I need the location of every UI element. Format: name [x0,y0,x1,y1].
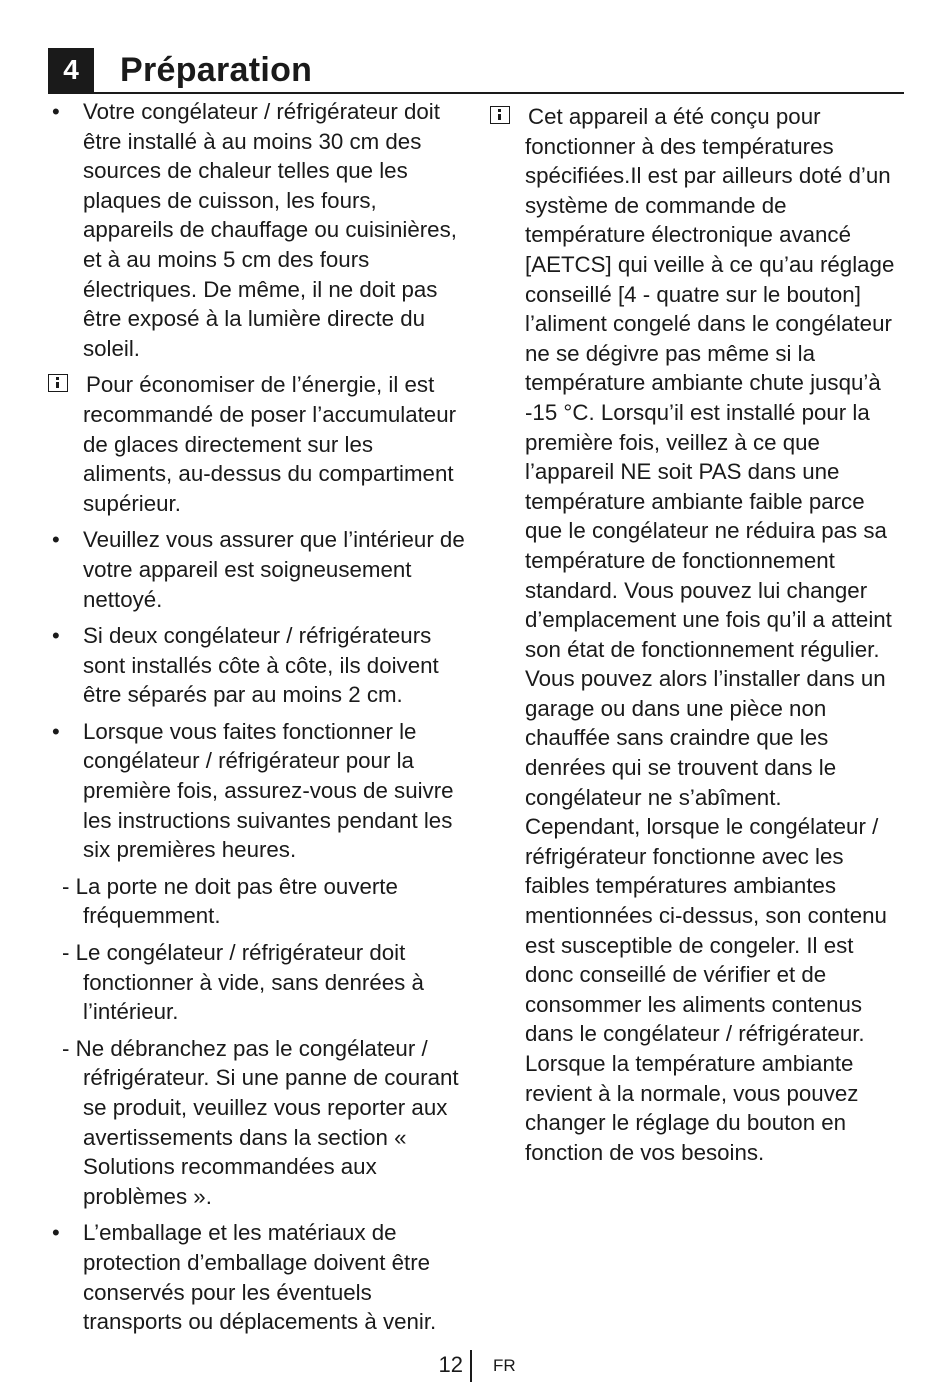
list-item [48,621,468,710]
chapter-header [48,48,904,94]
info-note [490,102,902,1167]
page-footer [0,1350,950,1386]
info-icon [490,106,510,124]
info-note [48,370,468,518]
page-number: 12 [438,1352,463,1377]
item-text: L’emballage et les matériaux de protection d’emballage doivent être conservés pour les éventuels transports ou déplacements à venir. [83,1220,437,1335]
info-icon [48,374,68,392]
item-text: Votre congélateur / réfrigérateur doit être installé à au moins 30 cm des sources de chaleur telles que les plaques de cuisson, les fours, appareils de chauffage ou cuisinières, et à au moins 5 cm des fours électriques. De même, il ne doit pas être exposé à la lumière directe du soleil. [83,99,457,361]
chapter-number: 4 [48,48,94,92]
bullet-icon: • [52,99,60,124]
bullet-icon: • [52,1220,60,1246]
language-code: FR [493,1356,516,1375]
item-text: Si deux congélateur / réfrigérateurs sont installés côte à côte, ils doivent être séparés par au moins 2 cm. [83,623,439,708]
dash-item: - La porte ne doit pas être ouverte fréquemment. [62,873,398,929]
dash-item: - Ne débranchez pas le congélateur / réfrigérateur. Si une panne de courant se produit, veuillez vous reporter aux avertissements dans la section « Solutions recommandées aux problèmes ». [62,1035,459,1209]
dash-item: - Le congélateur / réfrigérateur doit fonctionner à vide, sans denrées à l’intérieur. [62,940,424,1025]
left-column [48,97,468,1344]
item-text: Veuillez vous assurer que l’intérieur de votre appareil est soigneusement nettoyé. [83,527,465,612]
list-item [48,1218,468,1336]
list-item [48,717,468,865]
list-item [48,97,468,363]
bullet-icon: • [52,718,60,744]
list-item [48,525,468,614]
note-text: Cet appareil a été conçu pour fonctionner à des températures spécifiées.Il est par ailleurs doté d’un système de commande de température électronique avancé [AETCS] qui veille à ce qu’au réglage conseillé [4 - quatre sur le bouton] l’aliment congelé dans le congélateur ne se dégivre pas même si la température ambiante chute jusqu’à -15 °C. Lorsqu’il est installé pour la première fois, veillez à ce que l’appareil NE soit PAS dans une température ambiante faible parce que le congélateur ne réduira pas sa température de fonctionnement standard. Vous pouvez lui changer d’emplacement une fois qu’il a atteint son état de fonctionnement régulier. Vous pouvez alors l’installer dans un garage ou dans une pièce non chauffée sans craindre que les denrées qui se trouvent dans le congélateur ne s’abîment. Cependant, lorsque le congélateur / réfrigérateur fonctionne avec les faibles températures ambiantes mentionnées ci-dessus, son contenu est susceptible de congeler. Il est donc conseillé de vérifier et de consommer les aliments contenus dans le congélateur / réfrigérateur. Lorsque la température ambiante revient à la normale, vous pouvez changer le réglage du bouton en fonction de vos besoins. [525,104,895,1165]
item-text: Lorsque vous faites fonctionner le congélateur / réfrigérateur pour la première fois, assurez-vous de suivre les instructions suivantes pendant les six premières heures. [83,718,454,863]
bullet-icon: • [52,623,60,649]
bullet-icon: • [52,527,60,553]
note-text: Pour économiser de l’énergie, il est recommandé de poser l’accumulateur de glaces directement sur les aliments, au-dessus du compartiment supérieur. [83,372,457,516]
footer-divider [470,1350,472,1382]
chapter-title: Préparation [120,51,313,89]
right-column [490,102,902,1174]
